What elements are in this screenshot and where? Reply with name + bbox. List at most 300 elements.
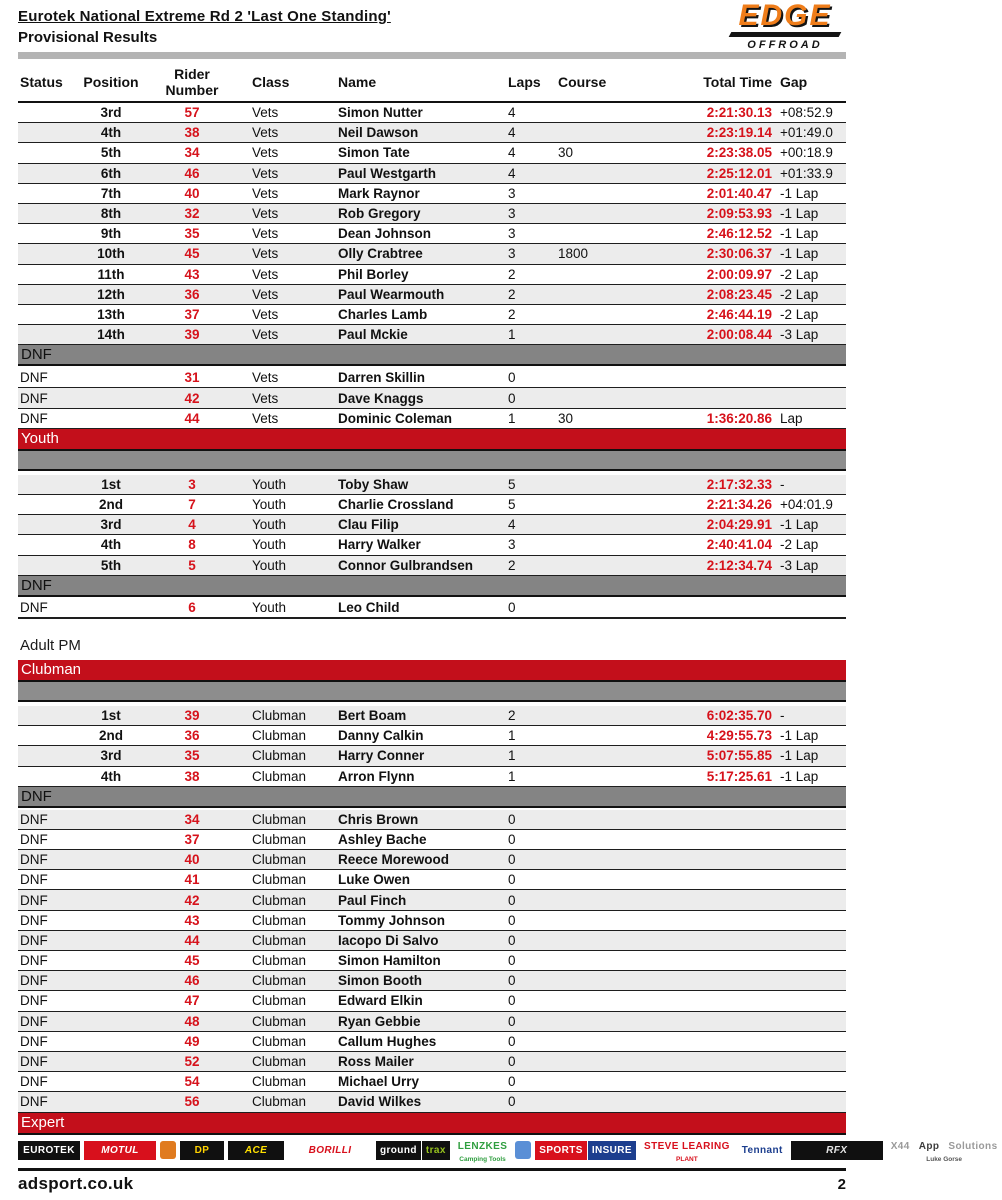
- cell-class: Vets: [252, 246, 279, 262]
- tennant-construction-logo: [738, 1141, 787, 1160]
- cell-laps: 0: [508, 852, 516, 868]
- cell-gap: +01:33.9: [780, 165, 833, 181]
- page-number: 2: [837, 1175, 846, 1193]
- cell-laps: 3: [508, 185, 516, 201]
- result-row: [18, 103, 846, 123]
- cell-laps: 1: [508, 768, 516, 784]
- cell-class: Vets: [252, 390, 279, 406]
- cell-gap: -: [780, 476, 785, 492]
- dnf-row: [18, 1032, 846, 1052]
- cell-gap: +00:18.9: [780, 145, 833, 161]
- class-banner: Expert: [18, 1113, 846, 1135]
- cell-class: Youth: [252, 517, 287, 533]
- dnf-row: [18, 409, 846, 429]
- cell-class: Clubman: [252, 728, 307, 744]
- cell-name: Edward Elkin: [338, 993, 423, 1009]
- cell-name: Michael Urry: [338, 1074, 420, 1090]
- cell-gap: -1 Lap: [780, 246, 819, 262]
- cell-rider-number: 31: [184, 370, 200, 386]
- cell-position: 2nd: [98, 497, 123, 513]
- cell-laps: 0: [508, 1094, 516, 1110]
- cell-class: Youth: [252, 600, 287, 616]
- column-header-gap: Gap: [780, 74, 808, 90]
- cell-laps: 0: [508, 872, 516, 888]
- eurotek-logo-part: EUROTEK: [18, 1141, 80, 1160]
- cell-class: Vets: [252, 185, 279, 201]
- page-footer: [18, 1136, 998, 1194]
- cell-laps: 0: [508, 953, 516, 969]
- cell-position: 5th: [100, 557, 122, 573]
- result-row: [18, 285, 846, 305]
- cell-name: Clau Filip: [338, 517, 399, 533]
- cell-class: Clubman: [252, 932, 307, 948]
- cell-class: Youth: [252, 537, 287, 553]
- motul-logo-part: MOTUL: [84, 1141, 156, 1160]
- cell-rider-number: 40: [184, 852, 200, 868]
- cell-status: DNF: [20, 872, 48, 888]
- result-row: [18, 706, 846, 726]
- result-row: [18, 325, 846, 345]
- cell-laps: 3: [508, 246, 516, 262]
- cell-name: Chris Brown: [338, 811, 419, 827]
- cell-name: David Wilkes: [338, 1094, 422, 1110]
- dnf-row: [18, 830, 846, 850]
- cell-rider-number: 39: [184, 708, 200, 724]
- eurotek-logo: [18, 1141, 80, 1160]
- cell-total-time: 6:02:35.70: [706, 708, 772, 724]
- session-heading: Adult PM: [20, 636, 81, 654]
- cell-rider-number: 52: [184, 1054, 200, 1070]
- dnf-banner: DNF: [18, 787, 846, 808]
- cell-status: DNF: [20, 953, 48, 969]
- column-header-name: Name: [338, 74, 377, 90]
- dnf-row: [18, 850, 846, 870]
- cell-rider-number: 57: [184, 105, 200, 121]
- cell-status: DNF: [20, 370, 48, 386]
- cell-name: Paul Mckie: [338, 327, 408, 343]
- cell-status: DNF: [20, 1013, 48, 1029]
- cell-name: Luke Owen: [338, 872, 411, 888]
- cell-name: Harry Walker: [338, 537, 421, 553]
- result-row: [18, 244, 846, 264]
- cell-name: Phil Borley: [338, 266, 409, 282]
- cell-rider-number: 3: [188, 476, 196, 492]
- column-header-position: Position: [83, 74, 139, 90]
- cell-position: 7th: [100, 185, 122, 201]
- cell-total-time: 2:23:19.14: [706, 125, 772, 141]
- result-row: [18, 556, 846, 576]
- section-gap: [18, 619, 846, 632]
- dnf-row: [18, 870, 846, 890]
- cell-class: Clubman: [252, 811, 307, 827]
- cell-name: Dominic Coleman: [338, 410, 453, 426]
- ace-suspension-logo-part: ACE: [228, 1141, 284, 1160]
- cell-laps: 3: [508, 226, 516, 242]
- cell-name: Olly Crabtree: [338, 246, 423, 262]
- dnf-row: [18, 890, 846, 910]
- document-title: Eurotek National Extreme Rd 2 'Last One Standing': [18, 8, 391, 25]
- dnf-row: [18, 810, 846, 830]
- cell-total-time: 2:23:38.05: [706, 145, 772, 161]
- cell-class: Clubman: [252, 953, 307, 969]
- cell-class: Vets: [252, 410, 279, 426]
- cell-status: DNF: [20, 390, 48, 406]
- cell-rider-number: 56: [184, 1094, 200, 1110]
- rfx-logo: [791, 1141, 883, 1160]
- cell-gap: -2 Lap: [780, 537, 819, 553]
- crest-badge-logo-part: [160, 1141, 176, 1159]
- cell-laps: 1: [508, 410, 516, 426]
- cell-laps: 3: [508, 537, 516, 553]
- dnf-banner: DNF: [18, 576, 846, 597]
- cell-rider-number: 36: [184, 728, 200, 744]
- cell-laps: 1: [508, 728, 516, 744]
- column-header-class: Class: [252, 74, 290, 90]
- cell-laps: 0: [508, 831, 516, 847]
- cell-class: Vets: [252, 286, 279, 302]
- cell-gap: -2 Lap: [780, 266, 819, 282]
- footer-text-row: [18, 1171, 846, 1194]
- cell-rider-number: 49: [184, 1033, 200, 1049]
- cell-total-time: 5:17:25.61: [706, 768, 772, 784]
- cell-class: Clubman: [252, 1054, 307, 1070]
- cell-rider-number: 35: [184, 748, 200, 764]
- cell-total-time: 2:17:32.33: [706, 476, 772, 492]
- groundtrax-logo-part: ground: [376, 1141, 421, 1160]
- cell-rider-number: 45: [184, 246, 200, 262]
- cell-laps: 5: [508, 476, 516, 492]
- cell-name: Mark Raynor: [338, 185, 420, 201]
- x44-app-solutions-logo: [887, 1137, 1002, 1164]
- cell-class: Vets: [252, 327, 279, 343]
- dnf-row: [18, 599, 846, 619]
- cell-gap: -1 Lap: [780, 748, 819, 764]
- cell-position: 12th: [97, 286, 125, 302]
- cell-total-time: 2:46:12.52: [706, 226, 772, 242]
- cell-class: Clubman: [252, 872, 307, 888]
- cell-class: Youth: [252, 476, 287, 492]
- dnf-row: [18, 368, 846, 388]
- cell-class: Youth: [252, 497, 287, 513]
- cell-status: DNF: [20, 1054, 48, 1070]
- cell-name: Iacopo Di Salvo: [338, 932, 439, 948]
- cell-class: Clubman: [252, 1074, 307, 1090]
- cell-rider-number: 32: [184, 206, 200, 222]
- cell-class: Clubman: [252, 993, 307, 1009]
- cell-total-time: 2:40:41.04: [706, 537, 772, 553]
- cell-rider-number: 46: [184, 973, 200, 989]
- rfx-logo-part: RFX: [791, 1141, 883, 1160]
- cell-rider-number: 35: [184, 226, 200, 242]
- cell-position: 10th: [97, 246, 125, 262]
- cell-class: Vets: [252, 226, 279, 242]
- cell-name: Charles Lamb: [338, 306, 428, 322]
- cell-status: DNF: [20, 912, 48, 928]
- cell-position: 1st: [101, 476, 121, 492]
- cell-laps: 0: [508, 1033, 516, 1049]
- cell-class: Clubman: [252, 1013, 307, 1029]
- cell-gap: -2 Lap: [780, 306, 819, 322]
- cell-gap: Lap: [780, 410, 803, 426]
- eurotek-logo-text: [18, 1141, 80, 1160]
- lenzkes-camping-tools-logo: [454, 1137, 511, 1164]
- cell-class: Clubman: [252, 708, 307, 724]
- result-row: [18, 746, 846, 766]
- header-divider: [18, 52, 846, 59]
- dnf-row: [18, 911, 846, 931]
- cell-laps: 5: [508, 497, 516, 513]
- borilli-logo-part: BORILLI: [288, 1141, 372, 1160]
- cell-class: Clubman: [252, 831, 307, 847]
- edge-logo-stripe: [729, 32, 842, 37]
- cell-name: Danny Calkin: [338, 728, 424, 744]
- cell-laps: 0: [508, 1054, 516, 1070]
- sports-insure-logo-text: [535, 1141, 636, 1160]
- cell-name: Rob Gregory: [338, 206, 421, 222]
- result-row: [18, 767, 846, 787]
- cell-name: Reece Morewood: [338, 852, 450, 868]
- cell-position: 2nd: [98, 728, 123, 744]
- result-row: [18, 475, 846, 495]
- dnf-row: [18, 971, 846, 991]
- cell-status: DNF: [20, 811, 48, 827]
- cell-class: Clubman: [252, 768, 307, 784]
- cell-rider-number: 48: [184, 1013, 200, 1029]
- cell-laps: 0: [508, 1013, 516, 1029]
- cell-laps: 3: [508, 206, 516, 222]
- cell-rider-number: 4: [188, 517, 196, 533]
- cell-rider-number: 37: [184, 831, 200, 847]
- column-header-laps: Laps: [508, 74, 541, 90]
- cell-laps: 4: [508, 517, 516, 533]
- cell-course: 30: [558, 410, 574, 426]
- cell-position: 1st: [101, 708, 121, 724]
- groundtrax-logo-text: [376, 1141, 450, 1160]
- result-row: [18, 164, 846, 184]
- x44-app-solutions-logo-part: Solutions: [944, 1137, 1001, 1156]
- cell-position: 3rd: [100, 517, 122, 533]
- column-header-total-time: Total Time: [703, 74, 772, 90]
- motul-logo: [84, 1141, 156, 1160]
- cell-rider-number: 44: [184, 410, 200, 426]
- borilli-logo-text: [288, 1141, 372, 1160]
- cell-class: Clubman: [252, 1033, 307, 1049]
- cell-name: Dave Knaggs: [338, 390, 424, 406]
- groundtrax-logo-part: trax: [422, 1141, 450, 1160]
- cell-name: Bert Boam: [338, 708, 407, 724]
- cell-rider-number: 34: [184, 145, 200, 161]
- result-row: [18, 726, 846, 746]
- cell-laps: 4: [508, 105, 516, 121]
- cell-gap: -1 Lap: [780, 517, 819, 533]
- cell-gap: +04:01.9: [780, 497, 833, 513]
- cell-name: Connor Gulbrandsen: [338, 557, 473, 573]
- cell-total-time: 2:01:40.47: [706, 185, 772, 201]
- cell-name: Ross Mailer: [338, 1054, 414, 1070]
- cell-status: DNF: [20, 892, 48, 908]
- cell-rider-number: 45: [184, 953, 200, 969]
- cell-name: Ashley Bache: [338, 831, 427, 847]
- cell-laps: 2: [508, 286, 516, 302]
- cell-class: Vets: [252, 145, 279, 161]
- class-banner: Youth: [18, 429, 846, 451]
- cell-name: Paul Wearmouth: [338, 286, 445, 302]
- cell-class: Vets: [252, 370, 279, 386]
- cell-class: Clubman: [252, 973, 307, 989]
- cell-position: 8th: [100, 206, 122, 222]
- result-row: [18, 495, 846, 515]
- cell-position: 4th: [100, 768, 122, 784]
- dnf-row: [18, 1072, 846, 1092]
- cell-name: Charlie Crossland: [338, 497, 454, 513]
- cell-class: Clubman: [252, 852, 307, 868]
- lenzkes-camping-tools-logo-part: LENZKES: [454, 1137, 511, 1156]
- cell-status: DNF: [20, 973, 48, 989]
- cell-name: Simon Hamilton: [338, 953, 441, 969]
- dnf-row: [18, 1052, 846, 1072]
- cell-rider-number: 42: [184, 390, 200, 406]
- cell-class: Vets: [252, 165, 279, 181]
- x44-app-solutions-logo-part: App: [915, 1137, 944, 1156]
- cell-rider-number: 54: [184, 1074, 200, 1090]
- document-header: [18, 0, 846, 51]
- class-subheader-bar: [18, 682, 846, 702]
- cell-status: DNF: [20, 852, 48, 868]
- cell-total-time: 5:07:55.85: [706, 748, 772, 764]
- cell-position: 4th: [100, 537, 122, 553]
- dnf-row: [18, 1092, 846, 1112]
- cell-position: 6th: [100, 165, 122, 181]
- cell-laps: 1: [508, 327, 516, 343]
- edge-logo-offroad-text: OFFROAD: [747, 38, 823, 51]
- cell-class: Vets: [252, 306, 279, 322]
- class-banner: Clubman: [18, 660, 846, 682]
- cell-total-time: 2:09:53.93: [706, 206, 772, 222]
- cell-name: Simon Tate: [338, 145, 410, 161]
- cell-status: DNF: [20, 932, 48, 948]
- dp-racing-logo-text: [180, 1141, 224, 1160]
- cell-total-time: 2:00:08.44: [706, 327, 772, 343]
- cell-laps: 0: [508, 892, 516, 908]
- cell-rider-number: 40: [184, 185, 200, 201]
- cell-name: Neil Dawson: [338, 125, 419, 141]
- cell-gap: -1 Lap: [780, 185, 819, 201]
- tennant-construction-logo-text: [738, 1141, 787, 1160]
- dnf-row: [18, 951, 846, 971]
- cell-class: Vets: [252, 266, 279, 282]
- cell-gap: +08:52.9: [780, 105, 833, 121]
- dnf-row: [18, 388, 846, 408]
- cell-laps: 4: [508, 125, 516, 141]
- cell-laps: 0: [508, 600, 516, 616]
- results-table-body: [18, 103, 846, 1135]
- cell-laps: 0: [508, 993, 516, 1009]
- cell-laps: 0: [508, 912, 516, 928]
- x44-app-solutions-logo-text: [887, 1137, 1002, 1156]
- cell-gap: -3 Lap: [780, 327, 819, 343]
- edge-offroad-logo: [724, 2, 846, 51]
- cell-course: 1800: [558, 246, 589, 262]
- result-row: [18, 224, 846, 244]
- cell-name: Dean Johnson: [338, 226, 432, 242]
- cell-class: Clubman: [252, 748, 307, 764]
- cell-total-time: 2:46:44.19: [706, 306, 772, 322]
- mascot-badge-logo: [515, 1141, 531, 1159]
- cell-gap: -1 Lap: [780, 226, 819, 242]
- cell-rider-number: 42: [184, 892, 200, 908]
- cell-rider-number: 44: [184, 932, 200, 948]
- cell-status: DNF: [20, 410, 48, 426]
- cell-gap: -3 Lap: [780, 557, 819, 573]
- cell-status: DNF: [20, 600, 48, 616]
- cell-total-time: 4:29:55.73: [706, 728, 772, 744]
- ace-suspension-logo: [228, 1141, 284, 1160]
- table-header-row: [18, 62, 846, 103]
- tennant-construction-logo-part: Tennant: [738, 1141, 787, 1160]
- result-row: [18, 535, 846, 555]
- cell-gap: +01:49.0: [780, 125, 833, 141]
- result-row: [18, 265, 846, 285]
- sponsor-logo-strip: [18, 1136, 998, 1164]
- cell-rider-number: 47: [184, 993, 200, 1009]
- website-text: adsport.co.uk: [18, 1174, 134, 1193]
- sports-insure-logo: [535, 1141, 636, 1160]
- x44-app-solutions-logo-subtext: Luke Gorse: [926, 1156, 963, 1163]
- dnf-row: [18, 931, 846, 951]
- document-subtitle: Provisional Results: [18, 29, 158, 46]
- cell-class: Vets: [252, 125, 279, 141]
- borilli-logo: [288, 1141, 372, 1160]
- cell-rider-number: 41: [184, 872, 200, 888]
- steve-learing-plant-logo: [640, 1137, 734, 1164]
- cell-laps: 0: [508, 973, 516, 989]
- cell-position: 9th: [100, 226, 122, 242]
- result-row: [18, 123, 846, 143]
- column-header-course: Course: [558, 74, 607, 90]
- lenzkes-camping-tools-logo-text: [454, 1137, 511, 1156]
- result-row: [18, 305, 846, 325]
- cell-class: Vets: [252, 105, 279, 121]
- result-row: [18, 515, 846, 535]
- cell-status: DNF: [20, 1074, 48, 1090]
- cell-gap: -1 Lap: [780, 206, 819, 222]
- cell-gap: -: [780, 708, 785, 724]
- cell-position: 11th: [97, 266, 125, 282]
- cell-name: Toby Shaw: [338, 476, 409, 492]
- cell-laps: 1: [508, 748, 516, 764]
- cell-status: DNF: [20, 1094, 48, 1110]
- mascot-badge-logo-part: [515, 1141, 531, 1159]
- cell-name: Tommy Johnson: [338, 912, 446, 928]
- cell-total-time: 2:04:29.91: [706, 517, 772, 533]
- cell-position: 3rd: [100, 105, 122, 121]
- cell-name: Darren Skillin: [338, 370, 426, 386]
- cell-laps: 2: [508, 557, 516, 573]
- cell-rider-number: 36: [184, 286, 200, 302]
- cell-position: 13th: [97, 306, 125, 322]
- x44-app-solutions-logo-part: X44: [887, 1137, 914, 1156]
- cell-total-time: 2:25:12.01: [706, 165, 772, 181]
- steve-learing-plant-logo-part: STEVE LEARING: [640, 1137, 734, 1156]
- cell-rider-number: 37: [184, 306, 200, 322]
- cell-name: Harry Conner: [338, 748, 425, 764]
- result-row: [18, 204, 846, 224]
- cell-laps: 4: [508, 145, 516, 161]
- cell-status: DNF: [20, 1033, 48, 1049]
- cell-class: Clubman: [252, 912, 307, 928]
- cell-rider-number: 38: [184, 125, 200, 141]
- cell-rider-number: 7: [188, 497, 196, 513]
